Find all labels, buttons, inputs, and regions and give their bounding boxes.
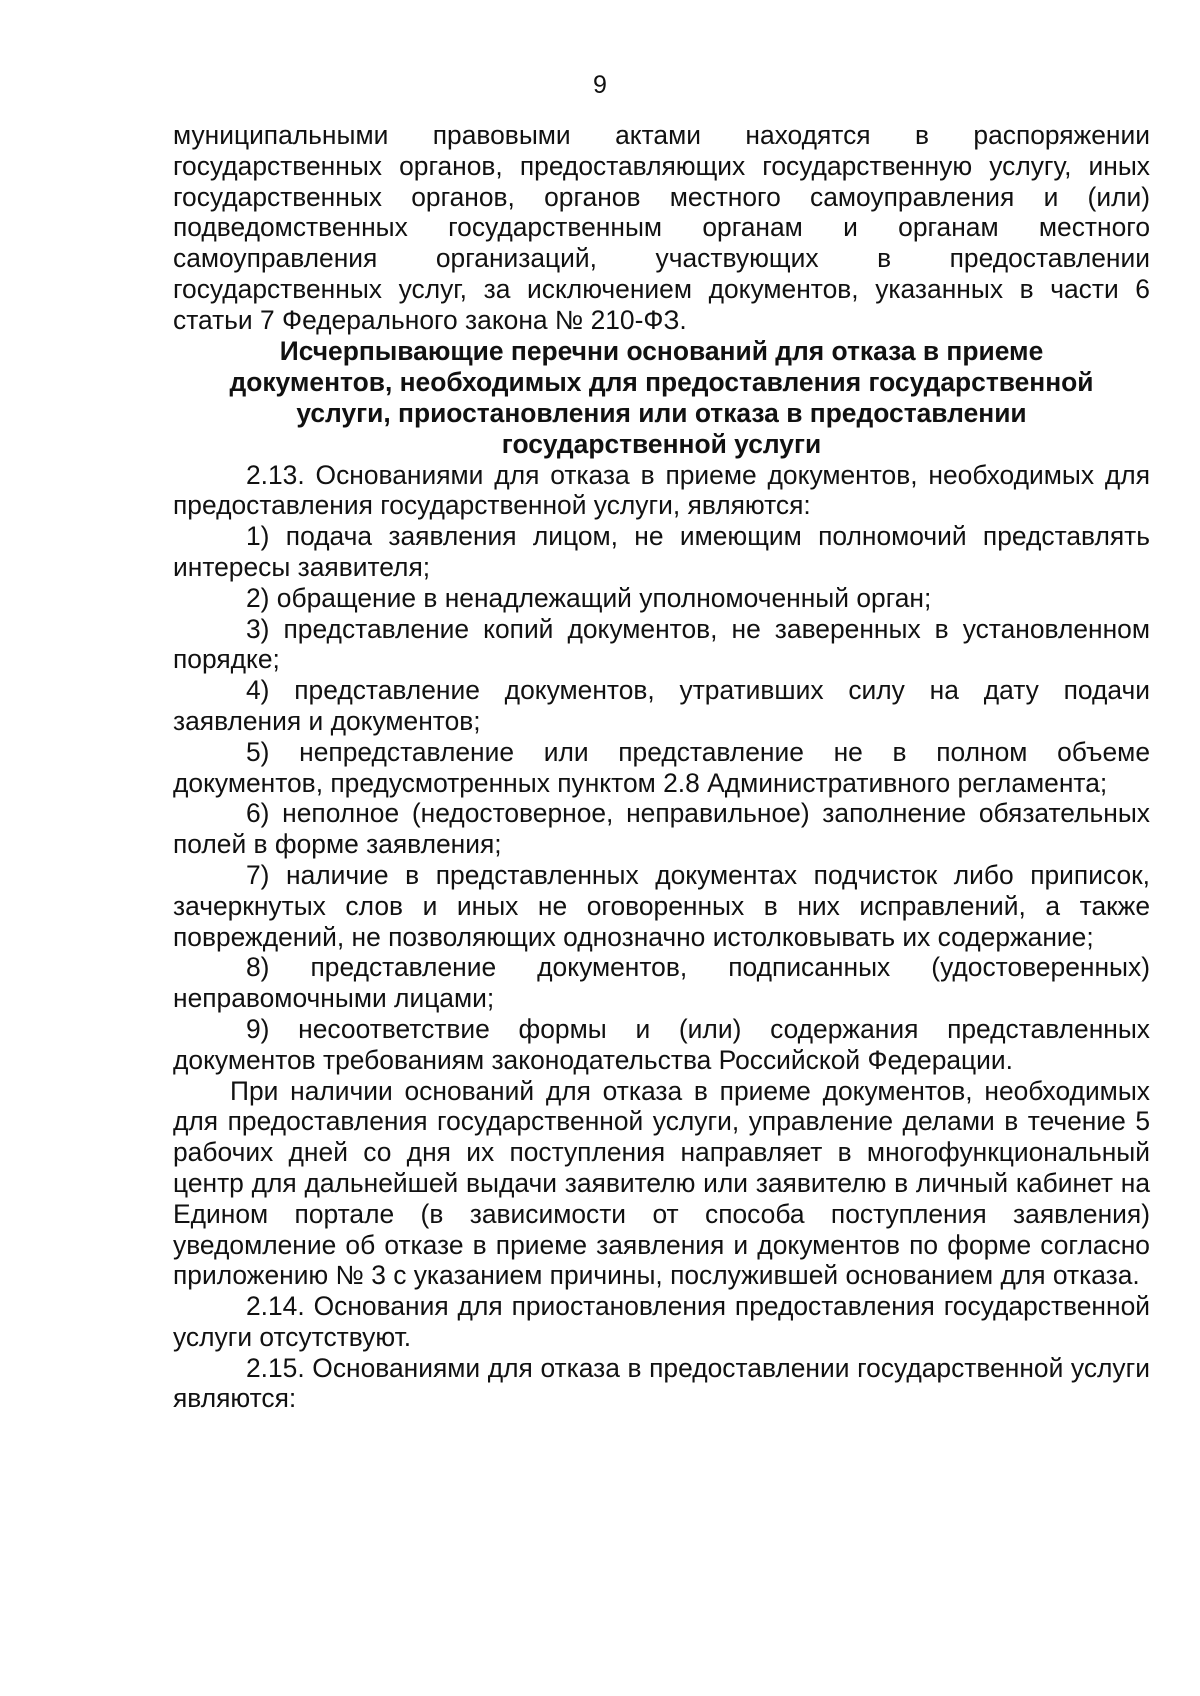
page-number: 9: [593, 71, 607, 99]
heading-line: Исчерпывающие перечни оснований для отказа в приеме: [279, 335, 1044, 366]
list-item: 7) наличие в представленных документах подчисток либо приписок, зачеркнутых слов и иных не оговоренных в них исправлений, а также повреждений, не позволяющих однозначно истолковывать их содержание;: [173, 859, 1150, 952]
document-body: [173, 120, 1150, 1414]
refusal-paragraph: При наличии оснований для отказа в приеме документов, необходимых для предоставления государственной услуги, управление делами в течение 5 рабочих дней со дня их поступления направляет в многофункциональный центр для дальнейшей выдачи заявителю или заявителю в личный кабинет на Едином портале (в зависимости от способа поступления заявления) уведомление об отказе в приеме заявления и документов по форме согласно приложению № 3 с указанием причины, послужившей основанием для отказа.: [173, 1075, 1150, 1291]
list-item: 3) представление копий документов, не заверенных в установленном порядке;: [173, 613, 1150, 675]
list-item: 5) непредставление или представление не в полном объеме документов, предусмотренных пунктом 2.8 Административного регламента;: [173, 736, 1150, 798]
heading-line: документов, необходимых для предоставления государственной: [229, 366, 1094, 397]
lead-paragraph: муниципальными правовыми актами находятся в распоряжении государственных органов, предоставляющих государственную услугу, иных государственных органов, органов местного самоуправления и (или) подведомственных государственным органам и органам местного самоуправления организаций, участвующих в предоставлении государственных услуг, за исключением документов, указанных в части 6 статьи 7 Федерального закона № 210-ФЗ.: [173, 120, 1150, 335]
heading-line: государственной услуги: [501, 428, 822, 459]
section-heading: [173, 336, 1150, 460]
list-item: 1) подача заявления лицом, не имеющим полномочий представлять интересы заявителя;: [173, 521, 1150, 582]
list-item: 6) неполное (недостоверное, неправильное) заполнение обязательных полей в форме заявления;: [173, 798, 1150, 860]
list-item: 8) представление документов, подписанных (удостоверенных) неправомочными лицами;: [173, 952, 1150, 1014]
list-item: 4) представление документов, утративших силу на дату подачи заявления и документов;: [173, 675, 1150, 736]
clause-2-13: 2.13. Основаниями для отказа в приеме документов, необходимых для предоставления государственной услуги, являются:: [173, 459, 1150, 521]
list-item: 9) несоответствие формы и (или) содержания представленных документов требованиям законодательства Российской Федерации.: [173, 1013, 1150, 1075]
list-item: 2) обращение в ненадлежащий уполномоченный орган;: [246, 582, 932, 613]
clause-2-15: 2.15. Основаниями для отказа в предоставлении государственной услуги являются:: [173, 1352, 1150, 1414]
clause-2-14: 2.14. Основания для приостановления предоставления государственной услуги отсутствуют.: [173, 1291, 1150, 1352]
heading-line: услуги, приостановления или отказа в предоставлении: [296, 397, 1027, 428]
